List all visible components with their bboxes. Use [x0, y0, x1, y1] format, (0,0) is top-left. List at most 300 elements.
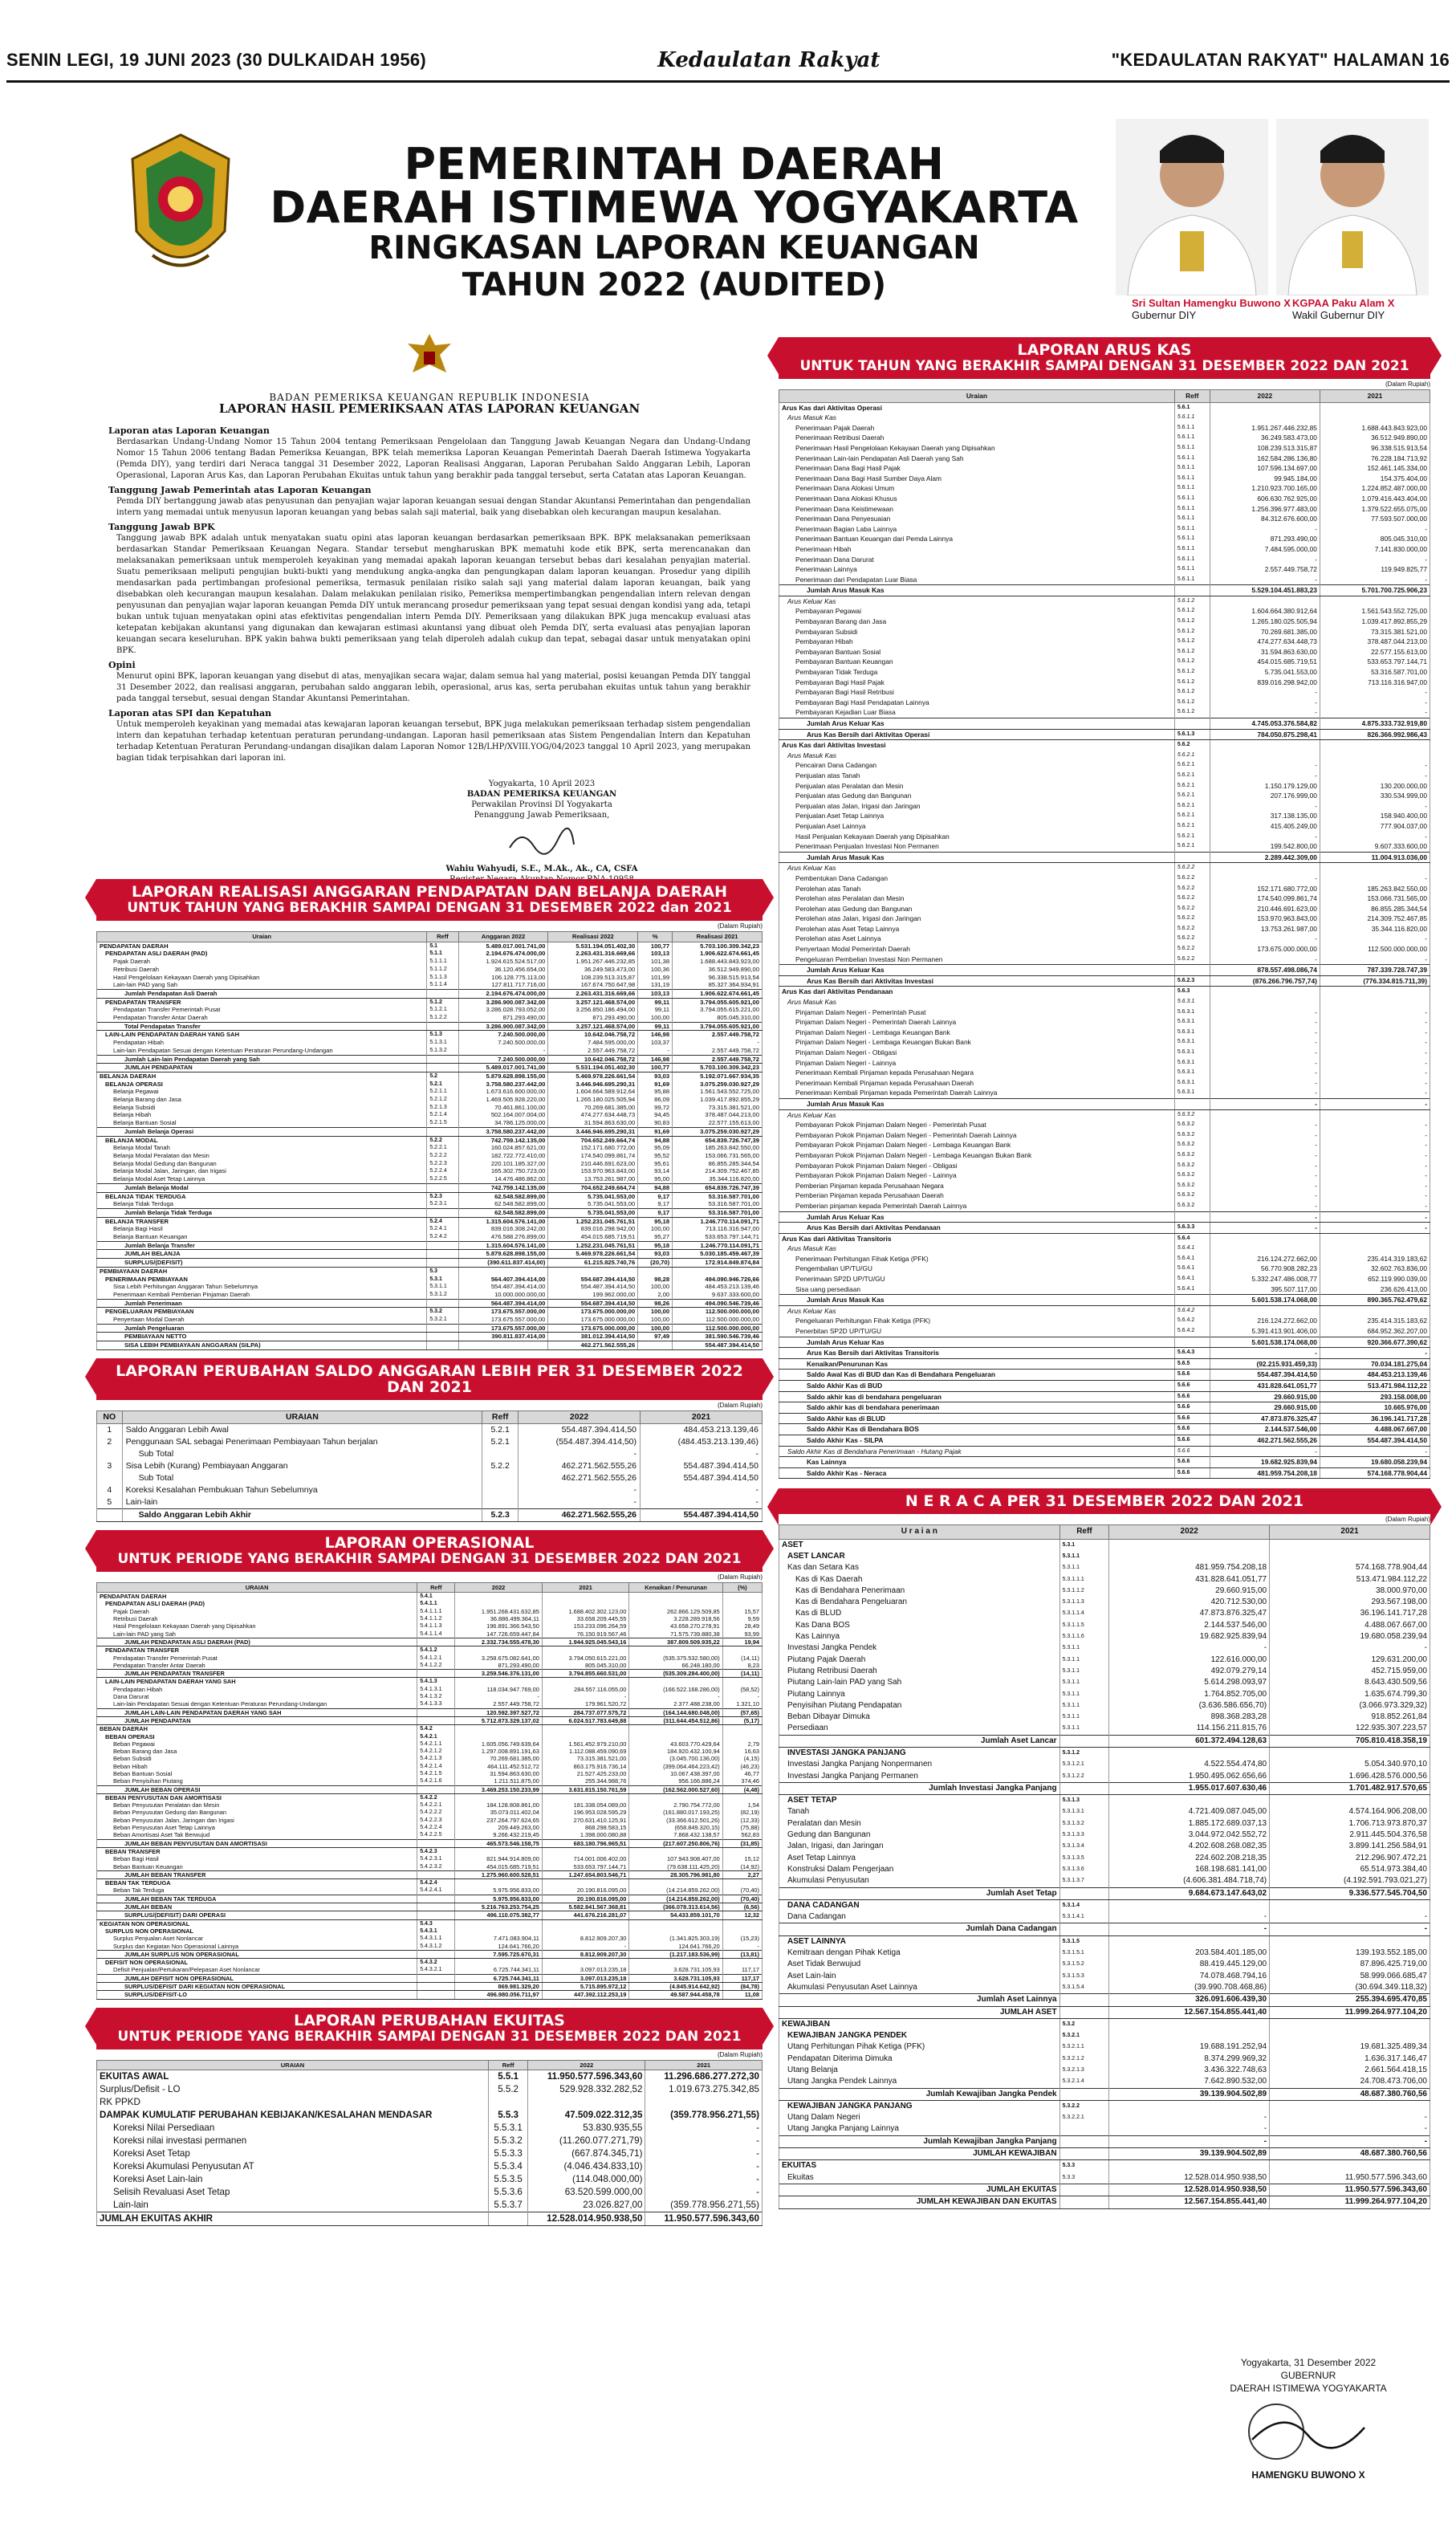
table-cell: 5.531.194.051.402,30: [548, 1064, 638, 1073]
table-row: [97, 1655, 763, 1662]
table-cell: 5.3.1.1: [1059, 1562, 1109, 1573]
table-row: [97, 1472, 763, 1484]
table-cell: Persediaan: [779, 1723, 1060, 1735]
table-cell: Saldo Anggaran Lebih Akhir: [122, 1508, 482, 1521]
table-cell: 96.338.515.913,54: [1320, 443, 1430, 454]
table-cell: [629, 1600, 722, 1607]
table-cell: 1.635.674.799,30: [1270, 1689, 1430, 1700]
table-cell: 5.975.956.833,00: [455, 1895, 543, 1903]
table-cell: Koreksi Aset Lain-lain: [97, 2173, 489, 2186]
table-cell: Jumlah Arus Keluar Kas: [779, 1211, 1175, 1223]
table-cell: [673, 1267, 763, 1275]
table-cell: Lain-lain: [122, 1496, 482, 1509]
table-cell: 513.471.984.112,22: [1270, 1574, 1430, 1585]
lak-unit: (Dalam Rupiah): [1385, 381, 1430, 388]
table-cell: 112.500.000.000,00: [673, 1324, 763, 1333]
table-cell: Jumlah Aset Lainnya: [779, 1994, 1060, 2006]
table-row: [779, 1608, 1430, 1619]
table-cell: 1.944.925.045.543,16: [542, 1638, 629, 1646]
table-cell: 5.6.1.1: [1174, 433, 1210, 443]
table-row: [97, 1308, 763, 1316]
table-cell: 214.309.752.467,85: [1320, 914, 1430, 924]
table-cell: 5.2.3: [427, 1192, 458, 1200]
table-cell: (15,23): [722, 1935, 762, 1942]
table-cell: JUMLAH KEWAJIBAN DAN EKUITAS: [779, 2196, 1060, 2208]
table-cell: 2.194.676.474.000,00: [458, 989, 548, 998]
table-cell: 168.198.681.141,00: [1109, 1864, 1270, 1875]
table-row: [779, 1058, 1430, 1068]
table-cell: Jumlah Dana Cadangan: [779, 1923, 1060, 1935]
table-cell: 32.602.763.836,00: [1320, 1264, 1430, 1274]
table-cell: 19.681.325.489,34: [1270, 2041, 1430, 2053]
table-row: [97, 1217, 763, 1225]
table-cell: Belanja Modal Tanah: [97, 1144, 427, 1152]
table-cell: Beban Penyusutan Jalan, Jaringan dan Irigasi: [97, 1817, 417, 1824]
table-row: [779, 944, 1430, 954]
table-cell: [629, 1733, 722, 1740]
table-cell: [722, 1725, 762, 1733]
table-cell: -: [1109, 1642, 1270, 1654]
table-cell: 13.753.261.987,00: [548, 1175, 638, 1183]
table-cell: [458, 1341, 548, 1350]
table-cell: Investasi Jangka Panjang Permanen: [779, 1771, 1060, 1783]
table-cell: Penjualan atas Jalan, Irigasi dan Jaringan: [779, 801, 1175, 812]
table-cell: 95,09: [638, 1144, 673, 1152]
table-cell: -: [1320, 1150, 1430, 1161]
table-cell: 4.488.067.667,00: [1320, 1424, 1430, 1435]
table-cell: 5.4.2.1.6: [417, 1777, 455, 1785]
table-cell: Pembayaran Pokok Pinjaman Dalam Negeri - Lembaga Keuangan Bank: [779, 1140, 1175, 1150]
table-cell: 3.631.815.150.761,59: [542, 1785, 629, 1793]
column-header: Reff: [427, 932, 458, 942]
table-cell: 1.950.495.062.656,66: [1109, 1771, 1270, 1783]
table-cell: [629, 1678, 722, 1686]
table-cell: [1320, 1305, 1430, 1316]
table-cell: 562,83: [722, 1831, 762, 1839]
table-row: [97, 1870, 763, 1878]
table-cell: 8.643.430.509,56: [1270, 1677, 1430, 1688]
table-row: [97, 1817, 763, 1824]
table-cell: 53.316.587.701,00: [673, 1208, 763, 1217]
table-cell: 5.3.2.2: [1059, 2100, 1109, 2112]
table-cell: [427, 1341, 458, 1350]
table-cell: (75,88): [722, 1824, 762, 1831]
table-cell: 5.4.1.1: [417, 1600, 455, 1607]
audit-paragraph-4: Menurut opini BPK, laporan keuangan yang disebut di atas, menyajikan secara wajar, dalam semua hal yang material, posisi keuangan Pemda DIY tanggal 31 Desember 2022, dan realisasi anggaran, perubahan saldo anggaran lebih, operasional, arus kas, serta perubahan ekuitas untuk tahun yang berakhir pada tanggal tersebut, sesuai dengan Standar Akuntansi Pemerintahan.: [116, 672, 750, 703]
table-cell: 76.150.919.567,46: [542, 1630, 629, 1638]
table-cell: 4.522.554.474,80: [1109, 1759, 1270, 1770]
table-row: [779, 1771, 1430, 1783]
table-cell: 5.054.340.970,10: [1270, 1759, 1430, 1770]
table-row: [779, 647, 1430, 657]
table-cell: Sisa uang persediaan: [779, 1284, 1175, 1295]
table-cell: (484.453.213.139,46): [641, 1436, 763, 1448]
table-row: [779, 2112, 1430, 2123]
table-cell: 5.3.1.2.2: [1059, 1771, 1109, 1783]
table-cell: Pajak Daerah: [97, 958, 427, 966]
table-cell: 1.211.511.875,00: [455, 1777, 543, 1785]
table-cell: -: [1109, 1923, 1270, 1935]
table-cell: 284.737.077.575,72: [542, 1708, 629, 1716]
table-cell: -: [1210, 1181, 1320, 1191]
table-row: [779, 678, 1430, 688]
table-cell: [1270, 2160, 1430, 2172]
table-cell: 1.469.505.928.220,00: [458, 1096, 548, 1104]
table-row: [779, 1170, 1430, 1181]
table-cell: 4.574.164.906.208,00: [1270, 1806, 1430, 1817]
table-row: [97, 1333, 763, 1341]
table-cell: 5.2.1.2: [427, 1096, 458, 1104]
table-cell: Pembayaran Bagi Hasil Pajak: [779, 678, 1175, 688]
audit-paragraph-1: Berdasarkan Undang-Undang Nomor 15 Tahun 2004 tentang Pemeriksaan Pengelolaan dan Tanggung Jawab Keuangan Negara dan Undang-Undang Nomor 15 Tahun 2006 tentang Badan Pemeriksa Keuangan, BPK telah memeriksa Laporan Keuangan Pemerintah Daerah Daerah Istimewa Yogyakarta (Pemda DIY), yang terdiri dari Neraca tanggal 31 Desember 2022, Laporan Realisasi Anggaran, Laporan Perubahan Saldo Anggaran Lebih, Laporan Operasional, Laporan Arus Kas, dan Laporan Perubahan Ekuitas untuk tahun yang berakhir pada tanggal tersebut, serta Catatan atas Laporan Keuangan.: [116, 438, 750, 480]
table-cell: [1109, 1551, 1270, 1562]
table-cell: 529.928.332.282,52: [528, 2083, 645, 2096]
table-cell: 36.249.583.473,00: [548, 966, 638, 974]
table-cell: 5.4.1.3: [417, 1678, 455, 1686]
table-cell: 742.759.142.135,00: [458, 1136, 548, 1144]
table-cell: JUMLAH EKUITAS AKHIR: [97, 2212, 489, 2226]
table-cell: 95,18: [638, 1241, 673, 1250]
table-row: [779, 1585, 1430, 1597]
table-cell: 5.6.6: [1174, 1391, 1210, 1402]
table-cell: 513.471.984.112,22: [1320, 1381, 1430, 1392]
lra-table: [96, 931, 763, 1350]
table-cell: 8.812.909.207,30: [542, 1950, 629, 1958]
table-cell: 5.4.1.1.3: [417, 1622, 455, 1630]
table-cell: 5.6.3.1: [1174, 1028, 1210, 1038]
table-row: [779, 1424, 1430, 1435]
table-cell: 10.665.976,00: [1320, 1402, 1430, 1414]
table-cell: -: [1210, 1068, 1320, 1078]
table-cell: 1.039.417.892.855,29: [673, 1096, 763, 1104]
table-cell: 9,17: [638, 1200, 673, 1208]
table-cell: 2.661.564.418,15: [1270, 2065, 1430, 2076]
table-cell: [1059, 2135, 1109, 2147]
table-row: [779, 2088, 1430, 2100]
table-row: [779, 1181, 1430, 1191]
table-row: [97, 2109, 763, 2122]
table-cell: 374,46: [722, 1777, 762, 1785]
table-cell: 46,77: [722, 1770, 762, 1777]
audit-paragraph-2: Pemda DIY bertanggung jawab atas penyusunan dan penyajian wajar laporan keuangan sesuai dengan Standar Akuntansi Pemerintahan dan pengendalian intern yang memadai untuk menyusun laporan keuangan yang bebas salah saji material, baik yang disebabkan oleh kecurangan maupun kesalahan.: [116, 497, 750, 517]
table-cell: Dana Cadangan: [779, 1911, 1060, 1923]
table-cell: 5.4.3.2.1: [417, 1966, 455, 1974]
table-cell: -: [1210, 1170, 1320, 1181]
table-cell: 5.5.3.2: [489, 2135, 528, 2147]
column-header: 2022: [519, 1410, 641, 1423]
table-cell: -: [1210, 707, 1320, 718]
table-cell: 5.4.3.2: [417, 1959, 455, 1967]
table-cell: JUMLAH DEFISIT NON OPERASIONAL: [97, 1974, 417, 1982]
table-cell: [1210, 751, 1320, 761]
table-row: [779, 524, 1430, 535]
table-cell: 31.594.863.630,00: [1210, 647, 1320, 657]
table-cell: Penerimaan Lainnya: [779, 564, 1175, 575]
table-cell: [1270, 2030, 1430, 2041]
table-cell: 58.999.066.685,47: [1270, 1971, 1430, 1982]
table-cell: Penerimaan Lain-lain Pendapatan Asli Daerah yang Sah: [779, 454, 1175, 464]
table-row: [779, 729, 1430, 740]
table-row: [779, 1305, 1430, 1316]
table-cell: 63.520.599.000,00: [528, 2186, 645, 2199]
table-cell: 2.790.754.772,00: [629, 1801, 722, 1809]
table-cell: Penyertaan Modal Pemerintah Daerah: [779, 944, 1175, 954]
table-cell: 5.6.6: [1174, 1370, 1210, 1381]
table-cell: 9.266.432.219,45: [455, 1831, 543, 1839]
table-cell: 484.453.213.139,46: [641, 1423, 763, 1436]
table-cell: 5.1.1.1: [427, 958, 458, 966]
table-cell: 7.595.725.670,31: [455, 1950, 543, 1958]
table-row: [779, 781, 1430, 792]
table-cell: -: [1210, 1007, 1320, 1018]
table-cell: BEBAN PENYUSUTAN DAN AMORTISASI: [97, 1793, 417, 1801]
table-cell: [1109, 2030, 1270, 2041]
table-cell: INVESTASI JANGKA PANJANG: [779, 1747, 1060, 1759]
table-cell: -: [645, 2122, 763, 2135]
table-cell: Jumlah Arus Keluar Kas: [779, 965, 1175, 976]
table-cell: Beban Penyusutan Aset Tetap Lainnya: [97, 1824, 417, 1831]
table-row: [779, 1539, 1430, 1551]
table-row: [97, 1887, 763, 1895]
lo-unit: (Dalam Rupiah): [717, 1573, 763, 1581]
table-cell: 5.6.4.1: [1174, 1243, 1210, 1254]
table-cell: 99,72: [638, 1104, 673, 1112]
table-cell: 5.030.185.459.467,39: [673, 1250, 763, 1259]
table-cell: (1.341.825.303,19): [629, 1935, 722, 1942]
table-cell: 378.487.044.213,00: [1320, 637, 1430, 647]
table-cell: 5.712.873.329.137,02: [455, 1716, 543, 1724]
table-cell: 5.3.1.5.2: [1059, 1959, 1109, 1970]
table-cell: [455, 1725, 543, 1733]
table-row: [779, 2006, 1430, 2018]
table-cell: 5.6.6: [1174, 1446, 1210, 1457]
table-cell: (658.849.320,15): [629, 1824, 722, 1831]
governor-portrait: [1116, 119, 1268, 295]
table-cell: Ekuitas: [779, 2172, 1060, 2184]
table-cell: 53.316.587.701,00: [1320, 667, 1430, 678]
table-row: [97, 1119, 763, 1127]
table-row: [779, 954, 1430, 965]
garuda-emblem-icon: [401, 329, 458, 385]
table-cell: 533.653.797.144,71: [673, 1233, 763, 1241]
table-row: [779, 627, 1430, 637]
table-cell: 154.375.404,00: [1320, 474, 1430, 484]
table-cell: 14.476.486.862,00: [458, 1175, 548, 1183]
table-row: [97, 1047, 763, 1055]
table-cell: Beban Dibayar Dimuka: [779, 1712, 1060, 1723]
table-cell: [97, 1472, 123, 1484]
table-cell: 5.3.1.3.1: [1059, 1806, 1109, 1817]
table-cell: 100,00: [638, 1316, 673, 1324]
table-cell: 5.332.247.486.008,77: [1210, 1274, 1320, 1284]
table-cell: 153.233.096.264,59: [542, 1622, 629, 1630]
table-cell: 2.557.449.758,72: [673, 1047, 763, 1055]
table-row: [97, 1144, 763, 1152]
table-cell: (359.778.956.271,55): [645, 2199, 763, 2212]
table-cell: 839.016.298.942,00: [1210, 678, 1320, 688]
table-cell: 210.446.691.623,00: [1210, 904, 1320, 914]
table-cell: -: [1210, 575, 1320, 585]
table-cell: -: [455, 1693, 543, 1700]
audit-report-title: LAPORAN HASIL PEMERIKSAAN ATAS LAPORAN KEUANGAN: [218, 401, 641, 416]
table-cell: 1.636.317.146,47: [1270, 2053, 1430, 2065]
table-cell: Lain-lain Pendapatan Sesuai dengan Ketentuan Peraturan Perundang-Undangan: [97, 1700, 417, 1708]
table-cell: 5.1: [427, 942, 458, 950]
table-row: [97, 1755, 763, 1762]
table-cell: [722, 1678, 762, 1686]
table-cell: 3.446.946.695.290,31: [548, 1127, 638, 1136]
table-cell: 3.436.322.748,63: [1109, 2065, 1270, 2076]
table-cell: 1.246.770.114.091,71: [673, 1217, 763, 1225]
column-header: 2021: [1320, 390, 1430, 403]
table-cell: BEBAN TRANSFER: [97, 1847, 417, 1855]
table-cell: 5.1.2.2: [427, 1014, 458, 1022]
table-row: [779, 1700, 1430, 1712]
table-cell: 5.6.2.1: [1174, 781, 1210, 792]
table-cell: 9,59: [722, 1615, 762, 1622]
table-cell: 7.484.595.000,00: [1210, 544, 1320, 555]
table-cell: [427, 1064, 458, 1073]
table-cell: 209.449.263,00: [455, 1824, 543, 1831]
table-cell: Arus Masuk Kas: [779, 997, 1175, 1007]
table-cell: ASET LAINNYA: [779, 1935, 1060, 1948]
table-cell: LAIN-LAIN PENDAPATAN DAERAH YANG SAH: [97, 1678, 417, 1686]
table-cell: Belanja Bantuan Keuangan: [97, 1233, 427, 1241]
title-line-3: RINGKASAN LAPORAN KEUANGAN: [368, 230, 980, 267]
table-cell: [455, 1646, 543, 1655]
table-cell: 56.770.908.282,23: [1210, 1264, 1320, 1274]
table-cell: 7.240.500.000,00: [458, 1039, 548, 1047]
table-cell: 36.196.141.717,28: [1320, 1413, 1430, 1424]
table-cell: -: [645, 2160, 763, 2173]
table-cell: (14,11): [722, 1655, 762, 1662]
table-cell: 5.4.1: [417, 1593, 455, 1601]
table-cell: 2.263.431.316.669,66: [548, 950, 638, 958]
table-row: [97, 2096, 763, 2109]
table-cell: 99,11: [638, 1006, 673, 1014]
table-cell: Arus Kas Bersih dari Aktivitas Pendanaan: [779, 1223, 1175, 1234]
table-cell: [417, 1991, 455, 1999]
table-cell: 3.469.253.150.233,99: [455, 1785, 543, 1793]
table-cell: 5.4.1.1.4: [417, 1630, 455, 1638]
table-row: [779, 893, 1430, 904]
table-cell: Beban Tak Terduga: [97, 1887, 417, 1895]
table-cell: [417, 1983, 455, 1991]
table-cell: Jalan, Irigasi, dan Jaringan: [779, 1841, 1060, 1852]
table-cell: 3.794.055.605.921,00: [673, 998, 763, 1006]
table-row: [97, 1847, 763, 1855]
table-cell: 184.920.432.100,94: [629, 1748, 722, 1755]
table-cell: 5.4.2.3.2: [417, 1863, 455, 1871]
table-cell: 5.6.1.1: [1174, 423, 1210, 433]
diy-crest-icon: [120, 127, 241, 287]
table-cell: 5.6.2.1: [1174, 821, 1210, 832]
table-cell: 1.247.654.803.546,71: [542, 1870, 629, 1878]
table-cell: 1.252.231.045.761,51: [548, 1217, 638, 1225]
table-cell: 5.6.1.1: [1174, 524, 1210, 535]
table-cell: 502.164.007.004,00: [458, 1111, 548, 1119]
table-cell: 5.6.3.3: [1174, 1223, 1210, 1234]
table-cell: 62.548.582.899,00: [458, 1200, 548, 1208]
table-cell: [417, 1785, 455, 1793]
table-cell: 317.138.135,00: [1210, 811, 1320, 821]
table-cell: 94,88: [638, 1183, 673, 1192]
table-cell: 5.6.6: [1174, 1457, 1210, 1468]
table-cell: Penerimaan Dana Bagi Hasil Sumber Daya Alam: [779, 474, 1175, 484]
table-cell: 224.602.208.218,35: [1109, 1853, 1270, 1864]
table-row: [779, 1735, 1430, 1747]
table-cell: [417, 1716, 455, 1724]
table-row: [97, 1200, 763, 1208]
table-row: [97, 1152, 763, 1160]
table-cell: [427, 1208, 458, 1217]
table-cell: [1210, 1109, 1320, 1120]
table-cell: 9.336.577.545.704,50: [1270, 1887, 1430, 1899]
table-row: [779, 832, 1430, 842]
table-cell: 71.575.739.880,38: [629, 1630, 722, 1638]
table-row: [97, 1927, 763, 1935]
table-cell: (14.214.859.262,00): [629, 1887, 722, 1895]
table-cell: 35.344.116.820,00: [1320, 924, 1430, 934]
table-cell: 5.4.1.1.1: [417, 1608, 455, 1615]
table-cell: 9.607.333.600,00: [1320, 841, 1430, 852]
table-cell: 4.721.409.087.045,00: [1109, 1806, 1270, 1817]
table-row: [779, 1402, 1430, 1414]
table-cell: 10.000.000.000,00: [458, 1291, 548, 1299]
table-row: [779, 1316, 1430, 1326]
lak-section: [779, 337, 1430, 1479]
table-cell: 5.3.2.2.1: [1059, 2112, 1109, 2123]
table-row: [97, 1608, 763, 1615]
table-cell: 5.6.4.3: [1174, 1348, 1210, 1359]
table-cell: PENGELUARAN PEMBIAYAAN: [97, 1308, 427, 1316]
table-cell: [1320, 413, 1430, 423]
table-cell: [1210, 863, 1320, 873]
table-cell: Retribusi Daerah: [97, 966, 427, 974]
table-cell: Pinjaman Dalam Negeri - Lainnya: [779, 1058, 1175, 1068]
table-row: [779, 1562, 1430, 1573]
table-row: [779, 2076, 1430, 2088]
table-cell: 3.794.050.615.221,00: [542, 1655, 629, 1662]
table-cell: 5.2.2: [427, 1136, 458, 1144]
table-row: [779, 1370, 1430, 1381]
table-cell: Belanja Modal Peralatan dan Mesin: [97, 1152, 427, 1160]
table-cell: 5.3.3: [1059, 2172, 1109, 2184]
table-cell: 47.509.022.312,35: [528, 2109, 645, 2122]
table-cell: 11.004.913.036,00: [1320, 852, 1430, 863]
table-cell: 481.959.754.208,18: [1109, 1562, 1270, 1573]
table-cell: 5.6.4.2: [1174, 1305, 1210, 1316]
table-cell: Saldo akhir kas di bendahara penerimaan: [779, 1402, 1175, 1414]
table-row: [97, 1039, 763, 1047]
table-cell: (5,17): [722, 1716, 762, 1724]
table-cell: Sisa Lebih (Kurang) Pembiayaan Anggaran: [122, 1460, 482, 1472]
table-row: [779, 1642, 1430, 1654]
table-cell: [629, 1959, 722, 1967]
table-cell: Hasil Pengelolaan Kekayaan Daerah yang Dipisahkan: [97, 974, 427, 982]
table-cell: -: [1320, 1078, 1430, 1089]
table-cell: (166.522.168.286,00): [629, 1686, 722, 1693]
table-cell: Kas dan Setara Kas: [779, 1562, 1060, 1573]
table-row: [97, 2173, 763, 2186]
table-cell: Beban Subsidi: [97, 1755, 417, 1762]
table-cell: Penjualan Aset Tetap Lainnya: [779, 811, 1175, 821]
table-cell: 652.119.990.039,00: [1320, 1274, 1430, 1284]
table-row: [97, 1700, 763, 1708]
table-cell: Perolehan atas Jalan, Irigasi dan Jaringan: [779, 914, 1175, 924]
table-row: [779, 841, 1430, 852]
audit-paragraph-3: Tanggung jawab BPK adalah untuk menyatakan suatu opini atas laporan keuangan berdasarkan pemeriksaan BPK. BPK melaksanakan pemeriksaan berdasarkan Standar Pemeriksaan Keuangan Negara. Standar tersebut mengharuskan BPK mematuhi kode etik BPK, serta merencanakan dan melaksanakan pemeriksaan untuk memperoleh keyakinan yang memadai apakah laporan keuangan tersebut bebas dari kesalahan penyajian material. Suatu pemeriksaan meliputi pengujian bukti-bukti yang mendukung angka-angka dan pengungkapan dalam laporan keuangan. Prosedur yang dipilih mendasarkan pada pertimbangan profesional pemeriksa, termasuk penilaian risiko salah saji yang material dalam laporan keuangan, baik yang disebabkan oleh kecurangan maupun kesalahan. Dalam melakukan penilaian risiko, Pemeriksa mempertimbangkan pengendalian intern relevan dengan penyusunan dan penyajian wajar laporan keuangan Pemda DIY untuk merancang prosedur pemeriksaan yang tepat sesuai dengan kondisi yang ada, tetapi bukan untuk tujuan menyatakan opini atas efektivitas pengendalian intern Pemda DIY. Pemeriksaan yang dilakukan BPK juga mencakup evaluasi atas ketepatan kebijakan akuntansi yang digunakan dan kewajaran estimasi akuntansi yang dibuat oleh Pemda DIY, serta evaluasi atas penyajian laporan keuangan secara keseluruhan. BPK yakin bahwa bukti pemeriksaan yang telah diperoleh adalah cukup dan tepat, sebagai dasar untuk menyatakan opini BPK.: [116, 534, 750, 655]
